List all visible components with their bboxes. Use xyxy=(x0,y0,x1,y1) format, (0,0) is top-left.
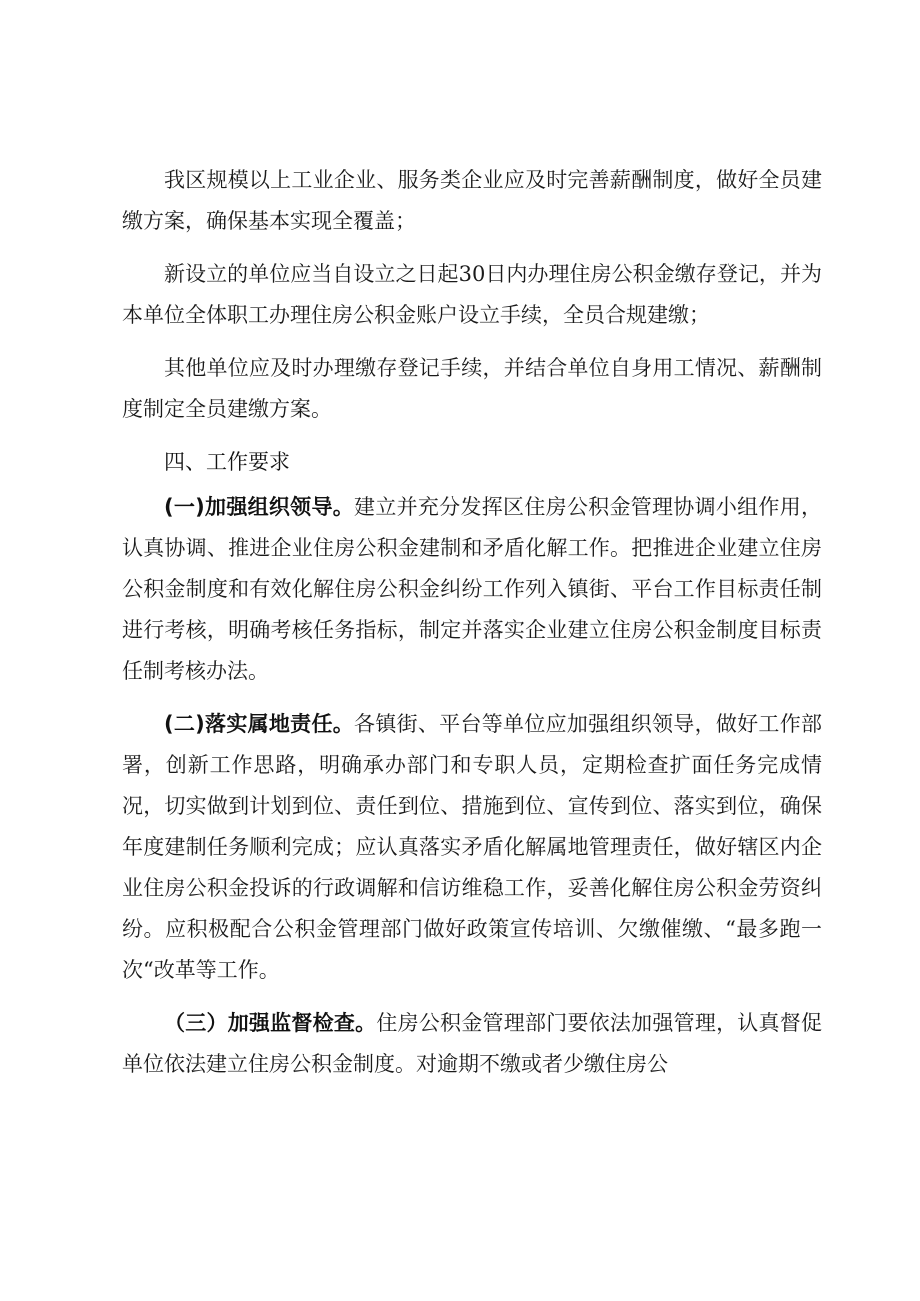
document-body xyxy=(122,160,822,1097)
paragraph-text: 我区规模以上工业企业、服务类企业应及时完善薪酬制度，做好全员建缴方案，确保基本实现全覆盖； xyxy=(122,168,822,233)
paragraph-text: 其他单位应及时办理缴存登记手续，并结合单位自身用工情况、薪酬制度制定全员建缴方案。 xyxy=(122,356,822,421)
item-text: 住房公积金管理部门要依法加强管理，认真督促单位依法建立住房公积金制度。对逾期不缴或者少缴住房公 xyxy=(122,1011,823,1076)
paragraph-full-coverage xyxy=(122,160,822,242)
paragraph-new-units xyxy=(122,254,822,336)
item-organization-leadership xyxy=(122,487,822,692)
item-supervision-inspection xyxy=(122,1003,822,1085)
section-heading: 四、工作要求 xyxy=(164,450,290,474)
item-territorial-responsibility xyxy=(122,704,822,991)
item-title: （三）加强监督检查。 xyxy=(164,1011,377,1035)
paragraph-other-units xyxy=(122,348,822,430)
item-text: 各镇街、平台等单位应加强组织领导，做好工作部署，创新工作思路，明确承办部门和专职人员，定期检查扩面任务完成情况，切实做到计划到位、责任到位、措施到位、宣传到位、落实到位，确保年度建制任务顺利完成；应认真落实矛盾化解属地管理责任，做好辖区内企业住房公积金投诉的行政调解和信访维稳工作，妥善化解住房公积金劳资纠纷。应积极配合公积金管理部门做好政策宣传培训、欠缴催缴、“最多跑一次“改革等工作。 xyxy=(122,712,823,982)
item-title: (一)加强组织领导。 xyxy=(164,495,355,519)
paragraph-text: 新设立的单位应当自设立之日起30日内办理住房公积金缴存登记，并为本单位全体职工办理住房公积金账户设立手续，全员合规建缴； xyxy=(122,262,822,327)
item-title: (二)落实属地责任。 xyxy=(164,712,355,736)
item-text: 建立并充分发挥区住房公积金管理协调小组作用，认真协调、推进企业住房公积金建制和矛盾化解工作。把推进企业建立住房公积金制度和有效化解住房公积金纠纷工作列入镇街、平台工作目标责任制进行考核，明确考核任务指标，制定并落实企业建立住房公积金制度目标责任制考核办法。 xyxy=(122,495,823,683)
